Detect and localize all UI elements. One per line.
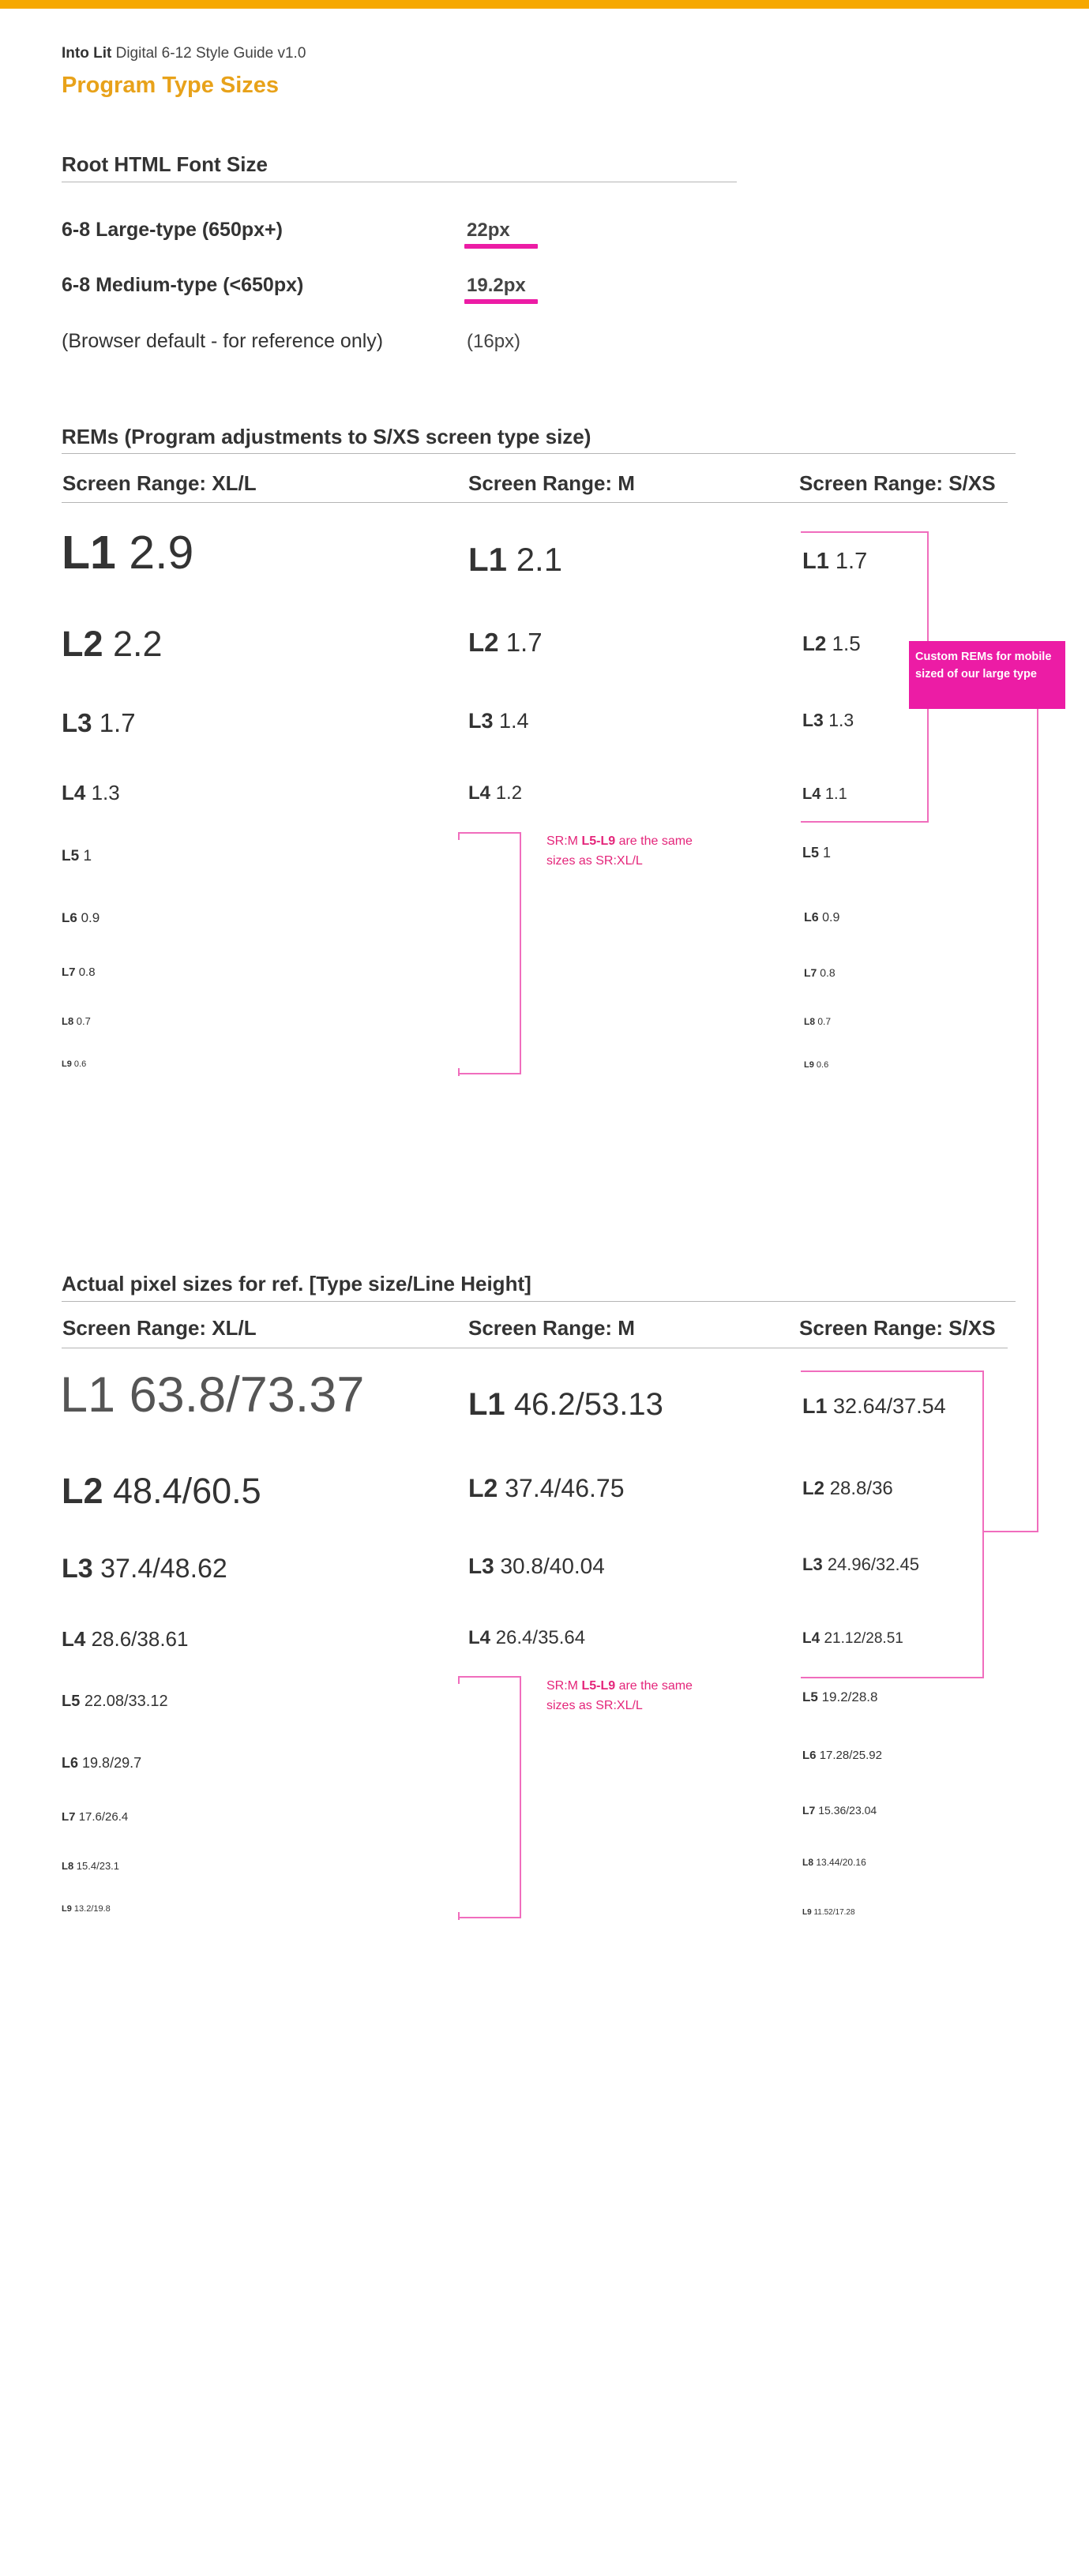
- large-type-value: 22px: [467, 219, 510, 241]
- rem-s-l8: L8 0.7: [804, 1016, 832, 1027]
- px-xl-l6: L6 19.8/29.7: [62, 1755, 142, 1771]
- rems-heading: REMs (Program adjustments to S/XS screen type size): [62, 425, 591, 448]
- px-custom-bracket-top: [801, 1370, 984, 1372]
- px-s-l3: L3 24.96/32.45: [802, 1554, 920, 1574]
- px-xl-l5: L5 22.08/33.12: [62, 1693, 168, 1710]
- px-bracket-vertical: [520, 1676, 521, 1918]
- rem-s-l2: L2 1.5: [802, 632, 861, 655]
- rems-heading-divider: [62, 453, 1016, 454]
- pixel-col-xl: Screen Range: XL/L: [62, 1316, 257, 1340]
- rem-s-l5: L5 1: [802, 845, 832, 861]
- brand-line: [62, 45, 306, 62]
- px-xl-l3: L3 37.4/48.62: [62, 1554, 227, 1584]
- page-title: Program Type Sizes: [62, 73, 280, 98]
- px-s-l7: L7 15.36/23.04: [802, 1804, 877, 1817]
- rem-m-note: SR:M L5-L9 are the same sizes as SR:XL/L: [546, 834, 693, 868]
- medium-type-underline: [464, 299, 538, 304]
- rem-xl-l4: L4 1.3: [62, 781, 120, 804]
- pixel-sizes-heading: Actual pixel sizes for ref. [Type size/Line Height]: [62, 1272, 531, 1295]
- px-xl-l7: L7 17.6/26.4: [62, 1810, 129, 1824]
- rem-xl-l5: L5 1: [62, 848, 92, 864]
- px-custom-bracket-vertical: [982, 1370, 984, 1678]
- large-type-underline: [464, 244, 538, 249]
- rem-m-l2: L2 1.7: [468, 628, 543, 657]
- px-xl-l9: L9 13.2/19.8: [62, 1904, 111, 1914]
- rems-columns-divider: [62, 502, 1008, 503]
- px-m-note: SR:M L5-L9 are the same sizes as SR:XL/L: [546, 1679, 693, 1712]
- rem-bracket-tick-bottom: [458, 1068, 460, 1076]
- rem-xl-l7: L7 0.8: [62, 966, 96, 979]
- rem-xl-l3: L3 1.7: [62, 708, 136, 737]
- rem-s-l7: L7 0.8: [804, 966, 836, 979]
- brand-name: Into Lit: [62, 45, 112, 62]
- callout-connector-horizontal: [982, 1531, 1038, 1532]
- px-m-l3: L3 30.8/40.04: [468, 1554, 605, 1578]
- rem-s-l6: L6 0.9: [804, 911, 840, 924]
- rem-s-l1: L1 1.7: [802, 549, 868, 574]
- custom-rems-callout: Custom REMs for mobile sized of our large type: [909, 641, 1065, 709]
- px-xl-l1: L1 63.8/73.37: [60, 1367, 365, 1423]
- rems-col-m: Screen Range: M: [468, 471, 635, 495]
- top-accent-bar: [0, 0, 1089, 9]
- rems-col-xl: Screen Range: XL/L: [62, 471, 257, 495]
- px-bracket-tick-bottom: [458, 1912, 460, 1920]
- rem-bracket-vertical: [520, 832, 521, 1074]
- rem-xl-l2: L2 2.2: [62, 624, 163, 664]
- medium-type-label: 6-8 Medium-type (<650px): [62, 274, 304, 296]
- rem-s-l4: L4 1.1: [802, 786, 847, 803]
- custom-rem-bracket-bottom: [801, 821, 929, 823]
- brand-subtitle: Digital 6-12 Style Guide v1.0: [115, 45, 306, 62]
- large-type-label: 6-8 Large-type (650px+): [62, 219, 283, 241]
- rem-bracket-top: [458, 832, 521, 834]
- px-m-l4: L4 26.4/35.64: [468, 1627, 586, 1648]
- rem-bracket-bottom: [458, 1073, 521, 1074]
- px-s-l9: L9 11.52/17.28: [802, 1908, 855, 1917]
- browser-default-value: (16px): [467, 331, 521, 352]
- px-xl-l8: L8 15.4/23.1: [62, 1860, 120, 1872]
- rem-m-l1: L1 2.1: [468, 541, 563, 578]
- rem-m-l4: L4 1.2: [468, 782, 523, 804]
- px-s-l4: L4 21.12/28.51: [802, 1630, 903, 1647]
- pixel-col-s: Screen Range: S/XS: [799, 1316, 996, 1340]
- rem-xl-l6: L6 0.9: [62, 910, 100, 925]
- root-font-size-heading: Root HTML Font Size: [62, 152, 268, 176]
- pixel-heading-divider: [62, 1301, 1016, 1302]
- rems-col-s: Screen Range: S/XS: [799, 471, 996, 495]
- rem-s-l9: L9 0.6: [804, 1060, 829, 1070]
- rem-m-l3: L3 1.4: [468, 709, 529, 733]
- rem-s-l3: L3 1.3: [802, 710, 854, 730]
- px-s-l2: L2 28.8/36: [802, 1478, 893, 1499]
- px-s-l5: L5 19.2/28.8: [802, 1689, 878, 1704]
- callout-connector-vertical: [1037, 709, 1038, 1532]
- px-s-l8: L8 13.44/20.16: [802, 1857, 866, 1868]
- px-custom-bracket-bottom: [801, 1677, 984, 1678]
- px-m-l2: L2 37.4/46.75: [468, 1474, 625, 1502]
- rem-xl-l9: L9 0.6: [62, 1059, 87, 1069]
- pixel-col-m: Screen Range: M: [468, 1316, 635, 1340]
- px-m-l1: L1 46.2/53.13: [468, 1387, 663, 1422]
- px-xl-l4: L4 28.6/38.61: [62, 1627, 189, 1651]
- px-s-l6: L6 17.28/25.92: [802, 1749, 882, 1762]
- browser-default-label: (Browser default - for reference only): [62, 330, 384, 352]
- medium-type-value: 19.2px: [467, 275, 526, 296]
- px-s-l1: L1 32.64/37.54: [802, 1394, 946, 1418]
- px-bracket-top: [458, 1676, 521, 1678]
- px-bracket-bottom: [458, 1917, 521, 1918]
- custom-rem-bracket-top: [801, 531, 929, 533]
- rem-xl-l1: L1 2.9: [62, 527, 194, 579]
- px-xl-l2: L2 48.4/60.5: [62, 1471, 261, 1511]
- rem-xl-l8: L8 0.7: [62, 1015, 91, 1027]
